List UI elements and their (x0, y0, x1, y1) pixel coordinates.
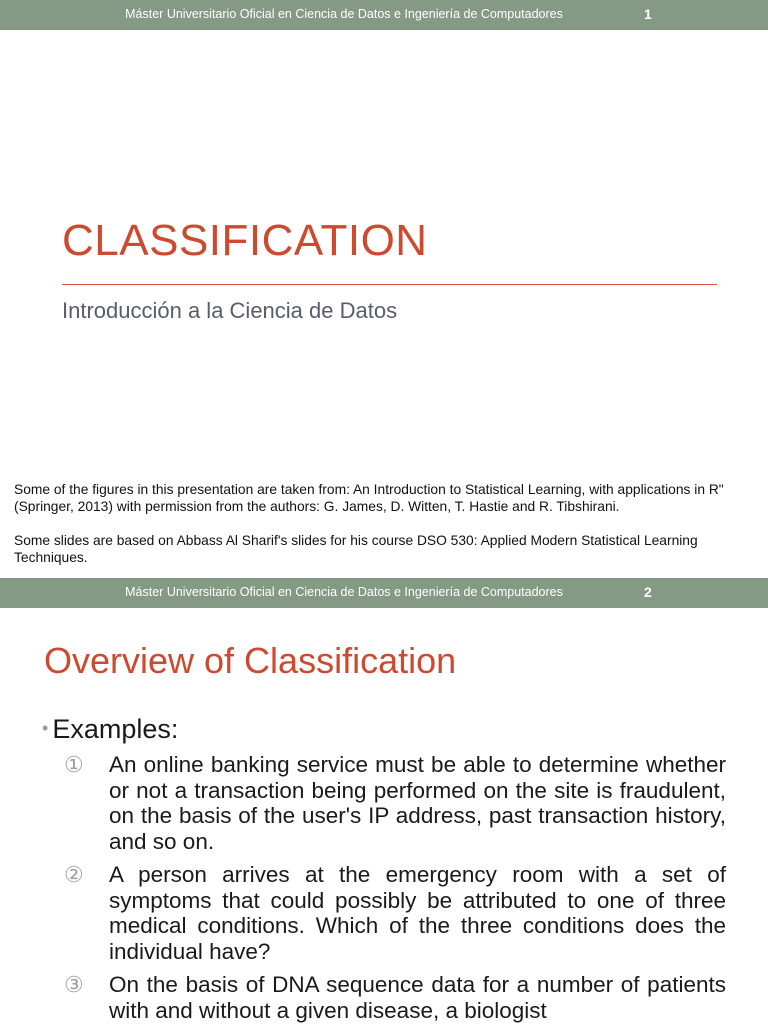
slide-title: CLASSIFICATION (62, 216, 428, 265)
example-item (64, 862, 726, 964)
circled-number-icon: ② (64, 862, 84, 887)
bullet-text: Examples: (52, 714, 179, 744)
example-item (64, 752, 726, 854)
slide-header-bar (0, 0, 768, 30)
credits-note: Some slides are based on Abbass Al Sharif's slides for his course DSO 530: Applied Modern Statistical Learning Techniques. (14, 533, 698, 565)
circled-number-icon: ③ (64, 972, 84, 997)
slide-header-bar (0, 578, 768, 608)
credits-note: Some of the figures in this presentation are taken from: An Introduction to Statistical Learning, with applications in R" (Springer, 2013) with permission from the authors: G. James, D. Witten, T. Hastie and R. Tibshirani. (14, 482, 724, 514)
circled-number-icon: ① (64, 752, 84, 777)
slide-2 (0, 578, 768, 1024)
slide-subtitle: Introducción a la Ciencia de Datos (62, 298, 398, 323)
bullet-icon: • (42, 718, 49, 738)
example-text: On the basis of DNA sequence data for a number of patients with and without a given disease, a biologist (109, 972, 726, 1023)
example-text: A person arrives at the emergency room with a set of symptoms that could possibly be attributed to one of three medical conditions. Which of the three conditions does the individual have? (109, 862, 726, 964)
slide-title: Overview of Classification (44, 640, 457, 681)
title-divider (62, 284, 717, 285)
bullet-item (42, 714, 178, 745)
example-item (64, 972, 726, 1023)
header-institution: Máster Universitario Oficial en Ciencia de Datos e Ingeniería de Computadores (125, 585, 563, 599)
slide-number: 2 (644, 584, 652, 600)
example-text: An online banking service must be able to determine whether or not a transaction being performed on the site is fraudulent, on the basis of the user's IP address, past transaction history, and so on. (109, 752, 726, 854)
header-institution: Máster Universitario Oficial en Ciencia de Datos e Ingeniería de Computadores (125, 7, 563, 21)
slide-number: 1 (644, 6, 652, 22)
